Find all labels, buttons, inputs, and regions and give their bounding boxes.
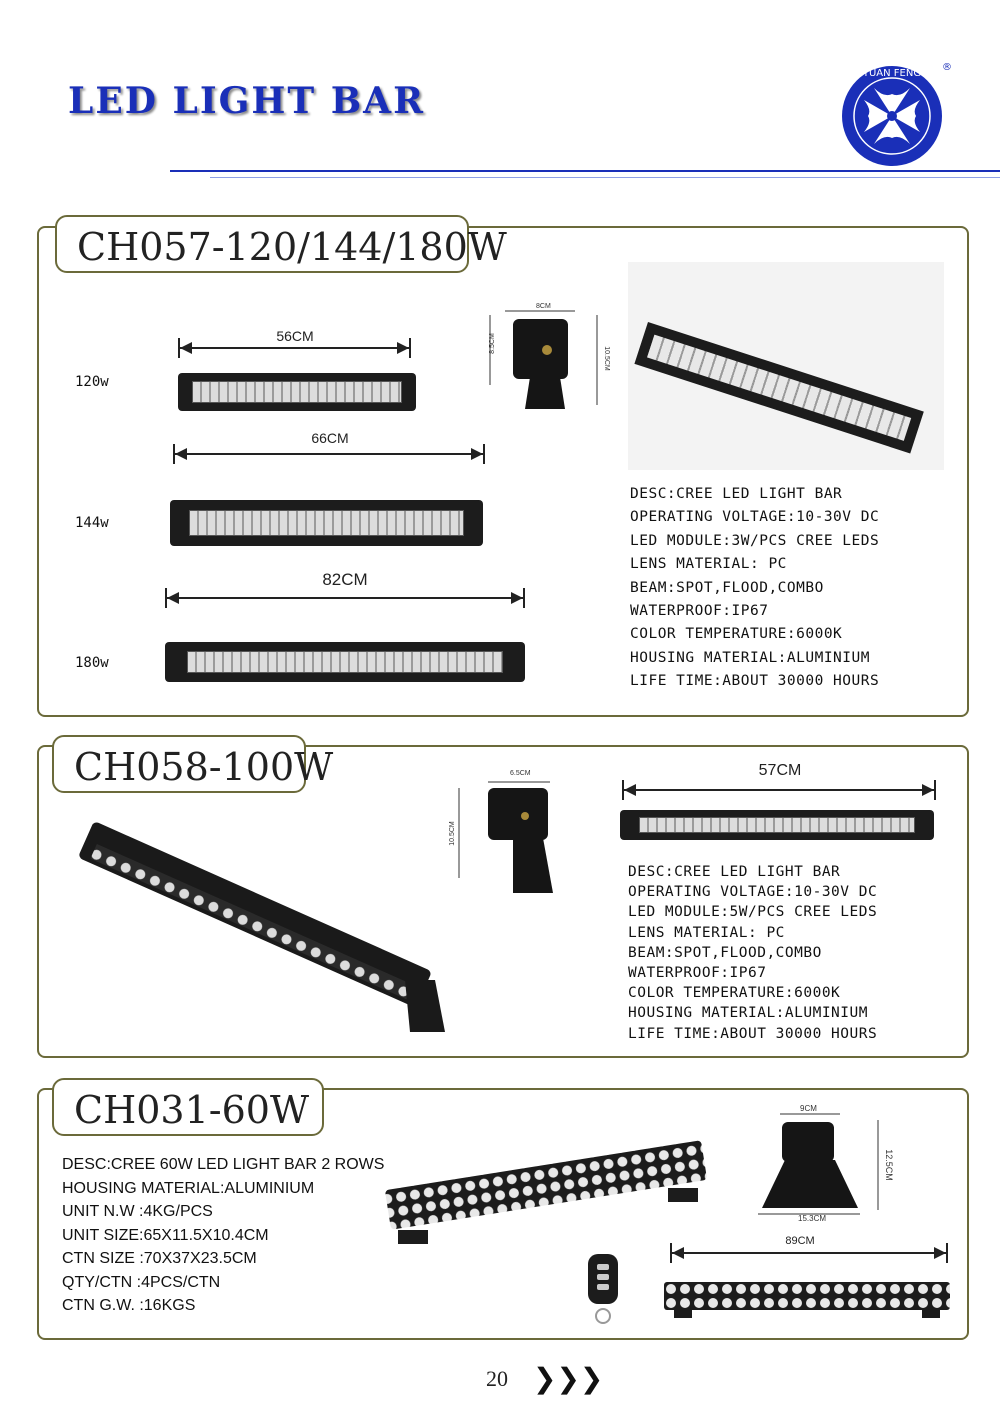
spec-waterproof: WATERPROOF:IP67 <box>628 964 767 981</box>
dimension-label-66cm: 66CM <box>311 430 349 446</box>
spec-desc: DESC:CREE LED LIGHT BAR <box>628 864 841 880</box>
light-bar-120w-image <box>178 373 416 411</box>
bracket-width-label-ch058: 6.5CM <box>510 770 531 777</box>
product-photo-ch031 <box>368 1150 718 1250</box>
spec-housing: HOUSING MATERIAL:ALUMINIUM <box>630 649 870 666</box>
spec-housing: HOUSING MATERIAL:ALUMINIUM <box>628 1005 868 1022</box>
spec-voltage: OPERATING VOLTAGE:10-30V DC <box>628 884 878 901</box>
spec-led-module: LED MODULE:5W/PCS CREE LEDS <box>628 904 878 921</box>
product-photo-ch057 <box>628 262 944 470</box>
variant-label-144w: 144w <box>75 515 109 531</box>
spec-desc: DESC:CREE LED LIGHT BAR <box>630 486 843 502</box>
dimension-line-57cm <box>622 780 936 800</box>
svg-text:YUAN FENG: YUAN FENG <box>862 68 922 79</box>
variant-label-180w: 180w <box>75 655 109 671</box>
spec-lens: LENS MATERIAL: PC <box>628 924 785 941</box>
dimension-label-57cm: 57CM <box>758 762 802 779</box>
spec-beam: BEAM:SPOT,FLOOD,COMBO <box>630 579 824 596</box>
spec-lens: LENS MATERIAL: PC <box>630 556 787 573</box>
variant-label-120w: 120w <box>75 374 109 390</box>
bracket-total-height-label: 10.5CM <box>602 346 610 371</box>
header-rule-thin <box>210 177 1000 178</box>
product-photo-ch058 <box>50 810 460 1040</box>
bracket-width-label-ch031: 9CM <box>800 1104 817 1113</box>
light-bar-ch031-image <box>664 1282 950 1318</box>
spec-housing: HOUSING MATERIAL:ALUMINIUM <box>62 1179 315 1197</box>
bracket-height-label-ch058: 10.5CM <box>448 821 456 846</box>
bracket-width-label: 8CM <box>536 303 551 310</box>
spec-unit-nw: UNIT N.W :4KG/PCS <box>62 1203 213 1220</box>
dimension-line-66cm <box>173 444 485 464</box>
light-bar-144w-image <box>170 500 483 546</box>
next-page-arrows-icon[interactable]: ❯❯❯ <box>533 1362 604 1395</box>
spec-life-time: LIFE TIME:ABOUT 30000 HOURS <box>630 673 880 690</box>
spec-color-temp: COLOR TEMPERATURE:6000K <box>630 626 843 643</box>
header-rule <box>170 170 1000 172</box>
spec-life-time: LIFE TIME:ABOUT 30000 HOURS <box>628 1025 878 1042</box>
bracket-height-label: 8.5CM <box>488 333 496 354</box>
light-bar-ch058-image <box>620 810 934 840</box>
light-bar-180w-image <box>165 642 525 682</box>
bracket-image-ch057 <box>485 305 610 415</box>
section-ch031-title: CH031-60W <box>52 1078 324 1136</box>
bracket-height-label-ch031: 12.5CM <box>883 1149 894 1181</box>
spec-list-ch031 <box>62 1156 384 1321</box>
dimension-line-82cm <box>165 588 525 608</box>
yuan-feng-logo <box>838 58 950 170</box>
spec-list-ch058 <box>628 864 877 1046</box>
spec-unit-size: UNIT SIZE:65X11.5X10.4CM <box>62 1226 269 1244</box>
svg-text:®: ® <box>942 62 952 73</box>
spec-beam: BEAM:SPOT,FLOOD,COMBO <box>628 944 822 961</box>
spec-ctn-gw: CTN G.W. :16KGS <box>62 1297 196 1314</box>
page-title: LED LIGHT BAR <box>68 80 426 122</box>
spec-color-temp: COLOR TEMPERATURE:6000K <box>628 985 841 1002</box>
dimension-label-89cm: 89CM <box>785 1235 815 1247</box>
spec-list-ch057 <box>630 486 879 697</box>
dimension-label-56cm: 56CM <box>276 328 314 344</box>
page-number: 20 <box>486 1366 508 1391</box>
section-ch057-title: CH057-120/144/180W <box>55 215 469 273</box>
spec-ctn-size: CTN SIZE :70X37X23.5CM <box>62 1250 257 1267</box>
dimension-line-56cm <box>178 338 411 358</box>
section-ch058-title: CH058-100W <box>52 735 306 793</box>
spec-voltage: OPERATING VOLTAGE:10-30V DC <box>630 509 880 526</box>
spec-qty-ctn: QTY/CTN :4PCS/CTN <box>62 1273 221 1291</box>
spec-desc: DESC:CREE 60W LED LIGHT BAR 2 ROWS <box>62 1156 385 1173</box>
remote-control-image <box>583 1250 623 1330</box>
spec-waterproof: WATERPROOF:IP67 <box>630 602 769 619</box>
bracket-image-ch031 <box>740 1110 890 1220</box>
bracket-base-label-ch031: 15.3CM <box>798 1214 827 1223</box>
dimension-line-89cm <box>670 1243 948 1263</box>
dimension-label-82cm: 82CM <box>322 570 368 589</box>
spec-led-module: LED MODULE:3W/PCS CREE LEDS <box>630 532 880 549</box>
bracket-image-ch058 <box>455 778 570 898</box>
